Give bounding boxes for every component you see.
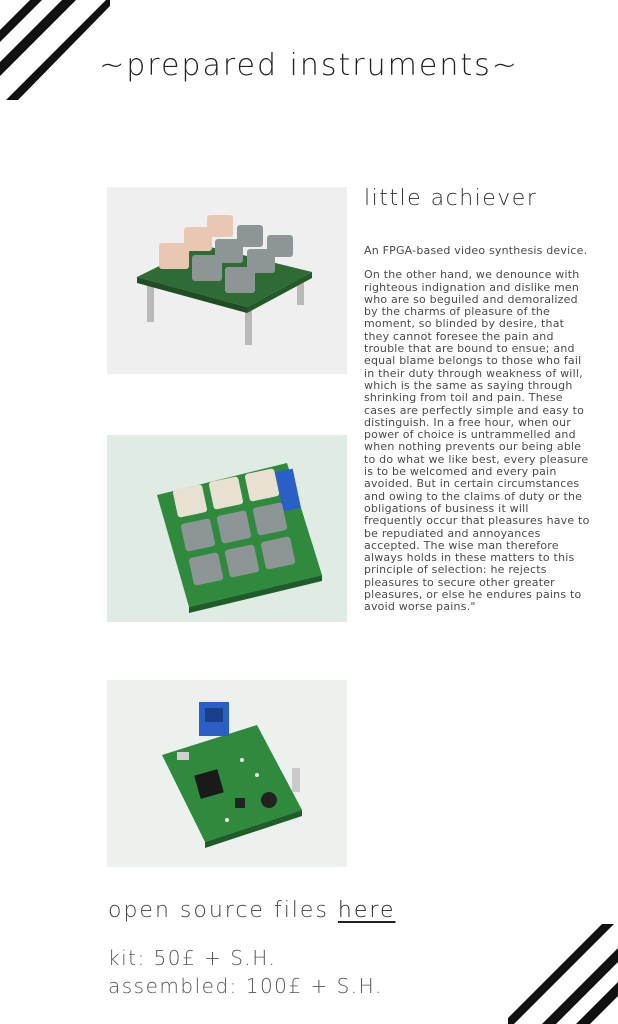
product-photo-keypad-side — [107, 187, 347, 374]
product-description — [364, 245, 590, 626]
price-kit: kit: 50£ + S.H. — [108, 946, 277, 970]
product-intro: An FPGA-based video synthesis device. — [364, 244, 588, 257]
page-title: ~prepared instruments~ — [99, 48, 519, 83]
price-assembled: assembled: 100£ + S.H. — [108, 974, 383, 998]
files-here-link[interactable]: here — [337, 898, 396, 923]
product-photo-pcb-underside — [107, 680, 347, 867]
files-prefix: open source files — [108, 898, 338, 923]
corner-stripes-decoration-bottom — [508, 924, 618, 1024]
open-source-files-line — [108, 898, 396, 923]
product-name: little achiever — [364, 186, 538, 211]
product-photo-keypad-top — [107, 435, 347, 622]
product-body-text: On the other hand, we denounce with righteous indignation and dislike men who are so beguiled and demoralized by the charms of pleasure of the moment, so blinded by desire, that they cannot foresee the pain and trouble that are bound to ensue; and equal blame belongs to those who fail in their duty through weakness of will, which is the same as saying through shrinking from toil and pain. These cases are perfectly simple and easy to distinguish. In a free hour, when our power of choice is untrammelled and when nothing prevents our being able to do what we like best, every pleasure is to be welcomed and every pain avoided. But in certain circumstances and owing to the claims of duty or the obligations of business it will frequently occur that pleasures have to be repudiated and annoyances accepted. The wise man therefore always holds in these matters to this principle of selection: he rejects pleasures to secure other greater pleasures, or else he endures pains to avoid worse pains." — [364, 268, 590, 614]
